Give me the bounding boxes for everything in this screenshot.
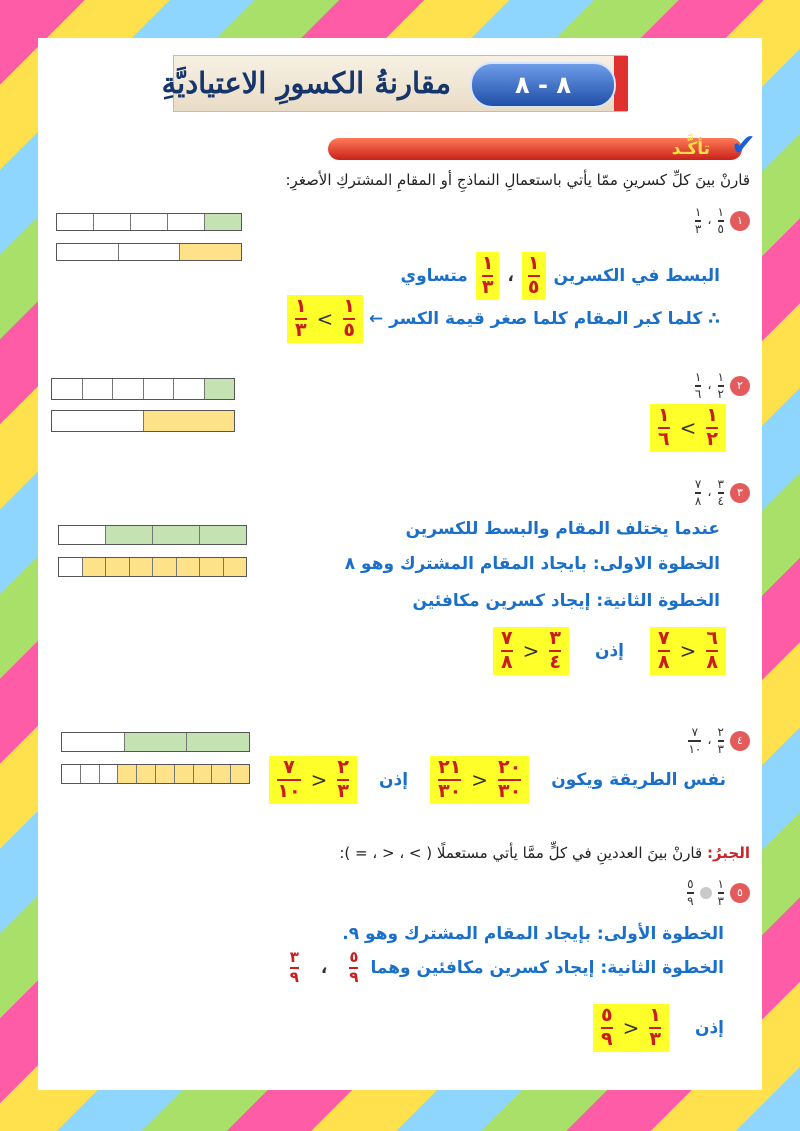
q2-number: ٢ bbox=[730, 376, 750, 396]
algebra-label: الجبرُ: bbox=[706, 844, 750, 862]
q1-model bbox=[56, 213, 242, 261]
q3-question: ٣ $\frac{٣}{٤}$ ، $\frac{٧}{٨}$ bbox=[693, 478, 750, 507]
q1-question: ١ $\frac{١}{٥}$ ، $\frac{١}{٣}$ bbox=[693, 206, 750, 235]
q3-equivalent: $\frac{٦}{٨}$ < $\frac{٧}{٨}$ bbox=[650, 627, 726, 675]
algebra-instruction: الجبرُ: قارنْ بينَ العددينِ في كلٍّ ممَّا يأتي مستعملًا ( > ، < ، = ): bbox=[339, 844, 750, 862]
lesson-title: مقارنةُ الكسورِ الاعتياديَّةِ bbox=[161, 66, 451, 100]
q4-model bbox=[61, 732, 250, 784]
q4-answer: $\frac{٢}{٣}$ < $\frac{٧}{١٠}$ bbox=[269, 756, 357, 804]
q4-question: ٤ $\frac{٢}{٣}$ ، $\frac{٧}{١٠}$ bbox=[686, 726, 750, 755]
q5-line1: الخطوة الأولى: بإيجاد المقام المشترك وهو ٩. bbox=[342, 924, 724, 944]
q4-same-way: نفس الطريقة ويكون bbox=[551, 769, 726, 790]
q2-question: ٢ $\frac{١}{٢}$ ، $\frac{١}{٦}$ bbox=[693, 371, 750, 400]
lesson-number: ٨ - ٨ bbox=[470, 62, 616, 108]
section-label: تأكَّـد bbox=[671, 139, 710, 159]
q1-model-fifths bbox=[56, 213, 242, 231]
q3-then: إذن bbox=[594, 640, 625, 661]
q3-model-eighths bbox=[58, 557, 247, 577]
q5-answer: $\frac{١}{٣}$ < $\frac{٥}{٩}$ bbox=[593, 1004, 669, 1052]
q3-model bbox=[58, 525, 247, 577]
q1-line2: ∴ كلما كبر المقام كلما صغر قيمة الكسر ← $\frac{١}{٥}$ > $\frac{١}{٣}$ bbox=[287, 295, 720, 343]
q5-then: إذن bbox=[694, 1017, 724, 1038]
checkmark-icon: ✔ bbox=[730, 128, 756, 163]
q3-line3: الخطوة الثانية: إيجاد كسرين مكافئين bbox=[412, 591, 720, 611]
q4-model-thirds bbox=[61, 732, 250, 752]
title-accent bbox=[614, 56, 628, 111]
lesson-title-banner bbox=[161, 55, 627, 112]
q4-equivalent: $\frac{٢٠}{٣٠}$ < $\frac{٢١}{٣٠}$ bbox=[430, 756, 529, 804]
q3-line1: عندما يختلف المقام والبسط للكسرين bbox=[405, 519, 720, 539]
q3-number: ٣ bbox=[730, 483, 750, 503]
q5-line2: الخطوة الثانية: إيجاد كسرين مكافئين وهما $\frac{٥}{٩}$ ، $\frac{٣}{٩}$ bbox=[289, 948, 724, 986]
q1-answer: $\frac{١}{٥}$ > $\frac{١}{٣}$ bbox=[287, 295, 363, 343]
q5-number: ٥ bbox=[730, 883, 750, 903]
q2-model-halves bbox=[51, 410, 235, 432]
instruction-text: قارنْ بينَ كلِّ كسرينِ ممّا يأتي باستعمالِ النماذجِ أو المقامِ المشتركِ الأصغرِ: bbox=[285, 171, 750, 189]
q2-model bbox=[51, 378, 235, 432]
q5-answer-row bbox=[593, 1004, 724, 1052]
q1-number: ١ bbox=[730, 211, 750, 231]
q3-model-quarters bbox=[58, 525, 247, 545]
q3-line2: الخطوة الاولى: بايجاد المقام المشترك وهو ٨ bbox=[344, 554, 720, 574]
q4-then: إذن bbox=[379, 769, 409, 790]
q3-answer-row bbox=[493, 627, 726, 675]
worksheet-page bbox=[38, 38, 762, 1090]
q4-model-tenths bbox=[61, 764, 250, 784]
compare-dot-icon bbox=[700, 887, 712, 899]
q4-answer-row bbox=[269, 756, 726, 804]
q1-model-thirds bbox=[56, 243, 242, 261]
q4-number: ٤ bbox=[730, 731, 750, 751]
q5-question: ٥ $\frac{١}{٣}$ $\frac{٥}{٩}$ bbox=[685, 878, 750, 907]
q1-line1: البسط في الكسرين $\frac{١}{٥}$ ، $\frac{١}{٣}$ متساوي bbox=[400, 252, 720, 298]
q2-answer: $\frac{١}{٢}$ > $\frac{١}{٦}$ bbox=[650, 404, 726, 452]
q3-answer: $\frac{٣}{٤}$ < $\frac{٧}{٨}$ bbox=[493, 627, 569, 675]
q2-model-sixths bbox=[51, 378, 235, 400]
